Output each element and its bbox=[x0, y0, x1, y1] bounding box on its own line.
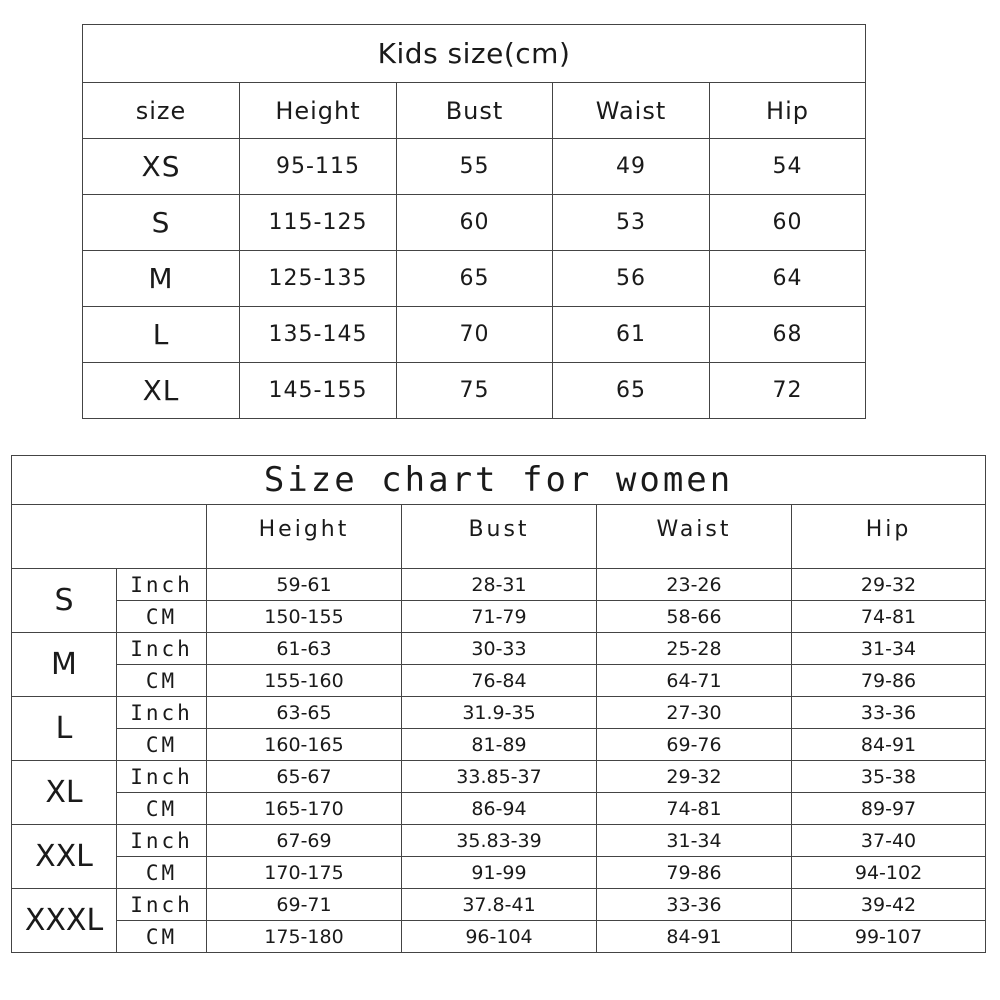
kids-bust-value: 65 bbox=[397, 251, 553, 307]
women-waist-inch: 23-26 bbox=[597, 569, 792, 601]
women-height-cm: 165-170 bbox=[207, 793, 402, 825]
women-header-bust: Bust bbox=[402, 505, 597, 569]
kids-bust-value: 70 bbox=[397, 307, 553, 363]
kids-height-value: 145-155 bbox=[240, 363, 397, 419]
women-height-cm: 175-180 bbox=[207, 921, 402, 953]
women-bust-inch: 30-33 bbox=[402, 633, 597, 665]
women-bust-cm: 81-89 bbox=[402, 729, 597, 761]
kids-header-bust: Bust bbox=[397, 83, 553, 139]
women-waist-cm: 58-66 bbox=[597, 601, 792, 633]
table-row bbox=[12, 633, 986, 665]
women-hip-cm: 74-81 bbox=[792, 601, 986, 633]
table-row bbox=[83, 363, 866, 419]
unit-inch-label: Inch bbox=[117, 761, 207, 793]
women-bust-cm: 91-99 bbox=[402, 857, 597, 889]
kids-size-table bbox=[82, 24, 866, 419]
women-hip-inch: 37-40 bbox=[792, 825, 986, 857]
women-height-cm: 170-175 bbox=[207, 857, 402, 889]
women-hip-cm: 89-97 bbox=[792, 793, 986, 825]
women-bust-inch: 28-31 bbox=[402, 569, 597, 601]
women-title-row bbox=[12, 456, 986, 505]
women-header-blank bbox=[12, 505, 207, 569]
women-waist-cm: 79-86 bbox=[597, 857, 792, 889]
kids-hip-value: 60 bbox=[710, 195, 866, 251]
women-hip-inch: 35-38 bbox=[792, 761, 986, 793]
kids-height-value: 135-145 bbox=[240, 307, 397, 363]
kids-size-label: XS bbox=[83, 139, 240, 195]
table-row bbox=[83, 139, 866, 195]
women-waist-cm: 69-76 bbox=[597, 729, 792, 761]
women-bust-cm: 96-104 bbox=[402, 921, 597, 953]
kids-waist-value: 49 bbox=[553, 139, 710, 195]
women-size-label: XXL bbox=[12, 825, 117, 889]
unit-cm-label: CM bbox=[117, 793, 207, 825]
kids-header-row bbox=[83, 83, 866, 139]
women-waist-inch: 27-30 bbox=[597, 697, 792, 729]
kids-table-title: Kids size(cm) bbox=[83, 25, 866, 83]
kids-hip-value: 72 bbox=[710, 363, 866, 419]
table-row bbox=[12, 665, 986, 697]
women-hip-inch: 31-34 bbox=[792, 633, 986, 665]
women-size-label: XL bbox=[12, 761, 117, 825]
women-size-label: M bbox=[12, 633, 117, 697]
kids-waist-value: 56 bbox=[553, 251, 710, 307]
unit-cm-label: CM bbox=[117, 857, 207, 889]
kids-header-size: size bbox=[83, 83, 240, 139]
women-bust-inch: 31.9-35 bbox=[402, 697, 597, 729]
women-height-inch: 63-65 bbox=[207, 697, 402, 729]
unit-cm-label: CM bbox=[117, 729, 207, 761]
unit-cm-label: CM bbox=[117, 921, 207, 953]
women-header-waist: Waist bbox=[597, 505, 792, 569]
women-table-title: Size chart for women bbox=[12, 456, 986, 505]
kids-size-label: L bbox=[83, 307, 240, 363]
kids-header-hip: Hip bbox=[710, 83, 866, 139]
table-row bbox=[83, 195, 866, 251]
kids-waist-value: 65 bbox=[553, 363, 710, 419]
table-row bbox=[12, 889, 986, 921]
women-bust-inch: 35.83-39 bbox=[402, 825, 597, 857]
kids-waist-value: 53 bbox=[553, 195, 710, 251]
unit-cm-label: CM bbox=[117, 665, 207, 697]
women-waist-inch: 25-28 bbox=[597, 633, 792, 665]
kids-header-waist: Waist bbox=[553, 83, 710, 139]
kids-height-value: 95-115 bbox=[240, 139, 397, 195]
women-hip-cm: 99-107 bbox=[792, 921, 986, 953]
women-height-inch: 59-61 bbox=[207, 569, 402, 601]
kids-hip-value: 54 bbox=[710, 139, 866, 195]
women-height-inch: 67-69 bbox=[207, 825, 402, 857]
women-hip-cm: 84-91 bbox=[792, 729, 986, 761]
table-row bbox=[12, 729, 986, 761]
unit-inch-label: Inch bbox=[117, 633, 207, 665]
table-row bbox=[12, 601, 986, 633]
women-size-label: XXXL bbox=[12, 889, 117, 953]
women-hip-cm: 94-102 bbox=[792, 857, 986, 889]
women-waist-inch: 31-34 bbox=[597, 825, 792, 857]
women-hip-inch: 39-42 bbox=[792, 889, 986, 921]
table-row bbox=[12, 793, 986, 825]
kids-header-height: Height bbox=[240, 83, 397, 139]
table-row bbox=[83, 307, 866, 363]
table-row bbox=[12, 921, 986, 953]
table-row bbox=[12, 697, 986, 729]
kids-hip-value: 64 bbox=[710, 251, 866, 307]
table-row bbox=[12, 569, 986, 601]
women-waist-cm: 64-71 bbox=[597, 665, 792, 697]
women-height-cm: 150-155 bbox=[207, 601, 402, 633]
table-row bbox=[12, 761, 986, 793]
women-size-label: L bbox=[12, 697, 117, 761]
women-bust-cm: 86-94 bbox=[402, 793, 597, 825]
women-height-cm: 155-160 bbox=[207, 665, 402, 697]
table-row bbox=[12, 825, 986, 857]
unit-cm-label: CM bbox=[117, 601, 207, 633]
women-height-inch: 61-63 bbox=[207, 633, 402, 665]
women-waist-inch: 29-32 bbox=[597, 761, 792, 793]
kids-size-label: S bbox=[83, 195, 240, 251]
kids-hip-value: 68 bbox=[710, 307, 866, 363]
women-size-table bbox=[11, 455, 986, 953]
kids-title-row bbox=[83, 25, 866, 83]
women-bust-cm: 71-79 bbox=[402, 601, 597, 633]
kids-waist-value: 61 bbox=[553, 307, 710, 363]
table-row bbox=[12, 857, 986, 889]
women-header-hip: Hip bbox=[792, 505, 986, 569]
women-bust-inch: 33.85-37 bbox=[402, 761, 597, 793]
women-size-label: S bbox=[12, 569, 117, 633]
women-header-row bbox=[12, 505, 986, 569]
kids-size-label: XL bbox=[83, 363, 240, 419]
women-height-inch: 65-67 bbox=[207, 761, 402, 793]
women-hip-cm: 79-86 bbox=[792, 665, 986, 697]
women-bust-cm: 76-84 bbox=[402, 665, 597, 697]
women-height-inch: 69-71 bbox=[207, 889, 402, 921]
women-waist-cm: 74-81 bbox=[597, 793, 792, 825]
women-height-cm: 160-165 bbox=[207, 729, 402, 761]
kids-height-value: 115-125 bbox=[240, 195, 397, 251]
women-hip-inch: 33-36 bbox=[792, 697, 986, 729]
unit-inch-label: Inch bbox=[117, 889, 207, 921]
kids-size-label: M bbox=[83, 251, 240, 307]
women-bust-inch: 37.8-41 bbox=[402, 889, 597, 921]
unit-inch-label: Inch bbox=[117, 825, 207, 857]
kids-bust-value: 75 bbox=[397, 363, 553, 419]
women-header-height: Height bbox=[207, 505, 402, 569]
kids-bust-value: 55 bbox=[397, 139, 553, 195]
women-waist-inch: 33-36 bbox=[597, 889, 792, 921]
kids-height-value: 125-135 bbox=[240, 251, 397, 307]
unit-inch-label: Inch bbox=[117, 697, 207, 729]
kids-bust-value: 60 bbox=[397, 195, 553, 251]
unit-inch-label: Inch bbox=[117, 569, 207, 601]
women-hip-inch: 29-32 bbox=[792, 569, 986, 601]
women-waist-cm: 84-91 bbox=[597, 921, 792, 953]
table-row bbox=[83, 251, 866, 307]
